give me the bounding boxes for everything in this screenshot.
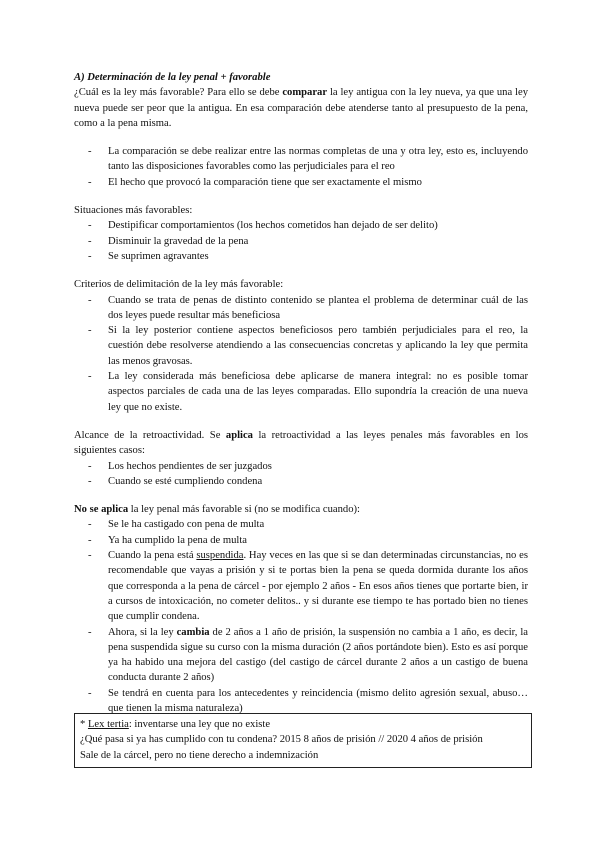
document-body bbox=[74, 70, 528, 716]
item-text: Cuando la pena está bbox=[108, 550, 197, 562]
list-item: - Se tendrá en cuenta para los antecedentes y reincidencia (mismo delito agresión sexual, abuso… que tienen la misma naturaleza) bbox=[74, 686, 528, 717]
item-bold: cambia bbox=[176, 626, 210, 638]
section-heading: A) Determinación de la ley penal + favorable bbox=[74, 72, 271, 83]
intro-paragraph bbox=[74, 85, 528, 131]
criteria-list bbox=[74, 293, 528, 415]
scope-bold: aplica bbox=[225, 429, 253, 441]
item-text-rest: . Hay veces en las que si se dan determinadas circunstancias, no es recomendable que vayas a prisión y si te portas bien la pena se queda dormida durante los años que corresponda a la pena de cárcel - por ejemplo 2 años - En esos años tienes que portarte bien, ir a cursos de intoxicación, no cometer delitos.. y si durante ese tiempo te has portado bien no tienes que cumplir condena. bbox=[108, 550, 528, 623]
not-applied-bold: No se aplica bbox=[74, 504, 129, 516]
intro-text-rest: la ley antigua con la ley nueva, ya que una ley nueva puede ser peor que la antigua. En esa comparación debe atenderse tanto al presupuesto de la pena, como a la pena misma. bbox=[74, 87, 528, 129]
list-item: - Se suprimen agravantes bbox=[74, 249, 528, 264]
list-item: - Ya ha cumplido la pena de multa bbox=[74, 533, 528, 548]
scope-text-rest: la retroactividad a las leyes penales más favorables en los siguientes casos: bbox=[74, 429, 528, 457]
favorable-list bbox=[74, 218, 528, 264]
list-item: - Cuando se trata de penas de distinto contenido se plantea el problema de determinar cuál de las dos leyes puede resultar más beneficiosa bbox=[74, 293, 528, 324]
scope-text: Alcance de la retroactividad. Se bbox=[74, 429, 226, 441]
list-item: - Cuando se esté cumpliendo condena bbox=[74, 474, 528, 489]
list-item: - Disminuir la gravedad de la pena bbox=[74, 234, 528, 249]
note-line-3: Sale de la cárcel, pero no tiene derecho a indemnización bbox=[80, 749, 319, 761]
note-line-2: ¿Qué pasa si ya has cumplido con tu condena? 2015 8 años de prisión // 2020 4 años de prisión bbox=[80, 734, 483, 746]
note-line-1 bbox=[80, 717, 526, 732]
list-item bbox=[74, 625, 528, 686]
intro-text: ¿Cuál es la ley más favorable? Para ello se debe bbox=[74, 87, 283, 99]
note-term: Lex tertia bbox=[87, 719, 129, 730]
not-applied-text: la ley penal más favorable si (no se modifica cuando): bbox=[128, 504, 360, 516]
item-text: Ahora, si la ley bbox=[108, 626, 177, 638]
list-item: - Se le ha castigado con pena de multa bbox=[74, 517, 528, 532]
list-item bbox=[74, 548, 528, 624]
criteria-title: Criterios de delimitación de la ley más favorable: bbox=[74, 279, 284, 291]
not-applied-paragraph bbox=[74, 502, 528, 517]
list-item: - La comparación se debe realizar entre las normas completas de una y otra ley, esto es, incluyendo tanto las disposiciones favorables como las perjudiciales para el reo bbox=[74, 144, 528, 175]
list-item: - Los hechos pendientes de ser juzgados bbox=[74, 459, 528, 474]
list-item: - Si la ley posterior contiene aspectos beneficiosos pero también perjudiciales para el reo, la cuestión debe resolverse atendiendo a las consecuencias concretas y aplicando la ley que permita las menos gravosas. bbox=[74, 323, 528, 369]
list-item: - La ley considerada más beneficiosa debe aplicarse de manera integral: no es posible tomar aspectos parciales de cada una de las leyes comparadas. Ello supondría la creación de una nueva ley que no existe. bbox=[74, 369, 528, 415]
list-item: - Destipificar comportamientos (los hechos cometidos han dejado de ser delito) bbox=[74, 218, 528, 233]
note-definition: : inventarse una ley que no existe bbox=[128, 719, 271, 730]
item-underlined: suspendida bbox=[196, 550, 244, 562]
not-applied-list bbox=[74, 517, 528, 716]
lex-tertia-note-box bbox=[74, 713, 532, 768]
intro-bold: comparar bbox=[282, 87, 328, 99]
note-star: * bbox=[80, 719, 88, 730]
list-item: - El hecho que provocó la comparación tiene que ser exactamente el mismo bbox=[74, 175, 528, 190]
scope-list bbox=[74, 459, 528, 490]
scope-paragraph bbox=[74, 428, 528, 459]
comparison-list bbox=[74, 144, 528, 190]
favorable-title: Situaciones más favorables: bbox=[74, 205, 193, 217]
item-text-rest: de 2 años a 1 año de prisión, la suspensión no cambia a 1 año, es decir, la pena suspendida sigue su curso con la misma duración (2 años portándote bien). Esto es así porque ya ha habido una mejora del castigo (del castigo de cárcel durante 2 años a un castigo de buena conducta durante 2 años) bbox=[108, 626, 529, 684]
